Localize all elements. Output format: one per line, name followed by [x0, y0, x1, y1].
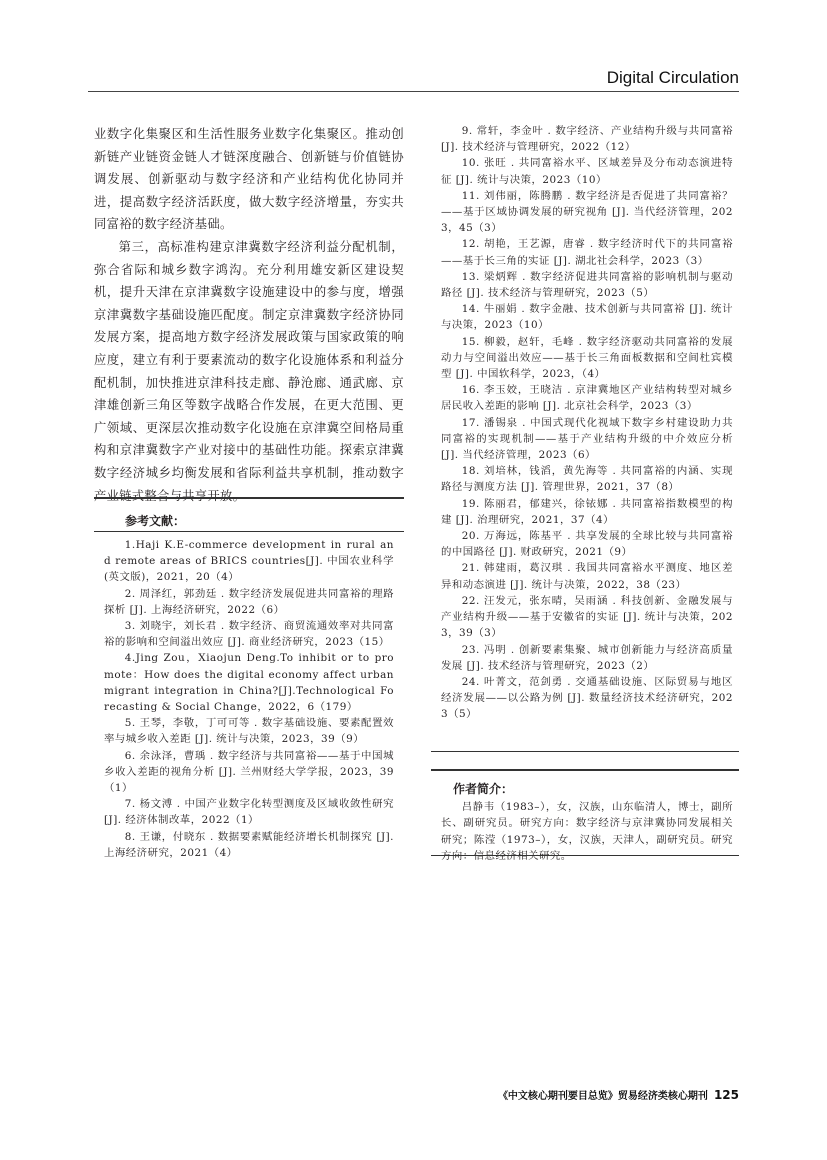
body-text-left — [94, 123, 404, 507]
reference-item: 11. 刘伟丽，陈腾鹏 . 数字经济是否促进了共同富裕？——基于区域协调发展的研究视角 [J]. 当代经济管理，2023，45（3） — [441, 189, 733, 235]
journal-section-title: Digital Circulation — [606, 68, 739, 87]
references-list-left — [104, 537, 394, 861]
reference-item: 17. 潘锡泉 . 中国式现代化视域下数字乡村建设助力共同富裕的实现机制——基于产业结构升级的中介效应分析 [J]. 当代经济管理，2023（6） — [441, 416, 733, 462]
reference-item: 14. 牛丽娟 . 数字金融、技术创新与共同富裕 [J]. 统计与决策，2023（10） — [441, 303, 733, 332]
reference-item: 18. 刘培林，钱滔，黄先海等 . 共同富裕的内涵、实现路径与测度方法 [J]. 管理世界，2021，37（8） — [441, 465, 733, 494]
reference-item: 10. 张旺 . 共同富裕水平、区域差异及分布动态演进特征 [J]. 统计与决策，2023（10） — [441, 157, 733, 186]
reference-item: 4.Jing Zou，Xiaojun Deng.To inhibit or to promote：How does the digital economy affect urban migrant integration in China?[J].Technological Forecasting & Social Change，2022，6（179） — [104, 652, 394, 714]
body-paragraph-1: 业数字化集聚区和生活性服务业数字化集聚区。推动创新链产业链资金链人才链深度融合、创新链与价值链协调发展、创新驱动与数字经济和产业结构优化协同并进，提高数字经济活跃度，做大数字经济增量，夯实共同富裕的数字经济基础。 — [94, 127, 404, 232]
references-list-right — [441, 123, 733, 723]
author-top-rule-thick — [431, 769, 739, 771]
reference-item: 9. 常轩，李金叶 . 数字经济、产业结构升级与共同富裕 [J]. 技术经济与管理研究，2022（12） — [441, 125, 733, 154]
references-title: 参考文献： — [125, 514, 186, 528]
reference-item: 16. 李玉姣，王晓洁 . 京津冀地区产业结构转型对城乡居民收入差距的影响 [J]. 北京社会科学，2023（3） — [441, 384, 733, 413]
reference-item: 12. 胡艳，王艺源，唐睿 . 数字经济时代下的共同富裕——基于长三角的实证 [J]. 湖北社会科学，2023（3） — [441, 238, 733, 267]
author-top-rule — [431, 751, 739, 752]
reference-item: 3. 刘晓宇，刘长君 . 数字经济、商贸流通效率对共同富裕的影响和空间溢出效应 [J]. 商业经济研究，2023（15） — [104, 620, 394, 649]
reference-item: 21. 韩建雨，葛汉琪 . 我国共同富裕水平测度、地区差异和动态演进 [J]. 统计与决策，2022，38（23） — [441, 562, 733, 591]
reference-item: 5. 王琴，李敬，丁可可等 . 数字基础设施、要素配置效率与城乡收入差距 [J]. 统计与决策，2023，39（9） — [104, 717, 394, 746]
reference-item: 7. 杨文溥 . 中国产业数字化转型测度及区域收敛性研究 [J]. 经济体制改革，2022（1） — [104, 798, 394, 827]
page-footer — [498, 1087, 739, 1102]
reference-item: 2. 周泽红，郭劲廷 . 数字经济发展促进共同富裕的理路探析 [J]. 上海经济研究，2022（6） — [104, 587, 394, 616]
reference-item: 24. 叶菁文，范剑勇 . 交通基础设施、区际贸易与地区经济发展——以公路为例 [J]. 数量经济技术经济研究，2023（5） — [441, 675, 733, 721]
reference-item: 19. 陈丽君，郁建兴，徐铱娜 . 共同富裕指数模型的构建 [J]. 治理研究，2021，37（4） — [441, 497, 733, 526]
reference-item: 13. 梁炳辉 . 数字经济促进共同富裕的影响机制与驱动路径 [J]. 技术经济与管理研究，2023（5） — [441, 270, 733, 300]
reference-item: 20. 万海远，陈基平 . 共享发展的全球比较与共同富裕的中国路径 [J]. 财政研究，2021（9） — [441, 530, 733, 559]
author-bottom-rule — [431, 855, 739, 856]
header-divider — [88, 91, 739, 92]
reference-item: 22. 汪发元，张东晴，吴雨涵 . 科技创新、金融发展与产业结构升级——基于安徽省的实证 [J]. 统计与决策，2023，39（3） — [441, 594, 733, 640]
reference-item: 8. 王谦，付晓东 . 数据要素赋能经济增长机制探究 [J]. 上海经济研究，2021（4） — [104, 830, 394, 859]
author-title: 作者简介： — [453, 782, 514, 796]
reference-item: 6. 余泳泽，曹瑀 . 数字经济与共同富裕——基于中国城乡收入差距的视角分析 [J]. 兰州财经大学学报，2023，39（1） — [104, 749, 394, 795]
references-title-rule — [94, 531, 404, 532]
footer-journal: 《中文核心期刊要目总览》贸易经济类核心期刊 — [497, 1091, 708, 1102]
author-bio-text: 吕静韦（1983–），女，汉族，山东临清人，博士，副所长、副研究员。研究方向：数字经济与京津冀协同发展相关研究；陈滢（1973–），女，汉族，天津人，副研究员。研究方向：信息经济相关研究。 — [441, 801, 733, 863]
reference-item: 1.Haji K.E-commerce development in rural and remote areas of BRICS countries[J]. 中国农业科学(英文版)，2021，20（4） — [104, 539, 394, 584]
body-paragraph-2: 第三，高标准构建京津冀数字经济利益分配机制，弥合省际和城乡数字鸿沟。充分利用雄安新区建设契机，提升天津在京津冀数字设施建设中的参与度，增强京津冀数字基础设施匹配度。制定京津冀数字经济协同发展方案，提高地方数字经济发展政策与国家政策的响应度，建立有利于要素流动的数字化设施体系和利益分配机制，加快推进京津科技走廊、静沧廊、通武廊、京津雄创新三角区等数字战略合作发展，在更大范围、更广领域、更深层次推动数字化设施在京津冀空间格局重构和京津冀数字产业对接中的基础性功能。探索京津冀数字经济城乡均衡发展和省际利益共享机制，推动数字产业链式整合与共享开放。 — [94, 239, 404, 503]
references-top-rule — [94, 497, 404, 499]
reference-item: 23. 冯明 . 创新要素集聚、城市创新能力与经济高质量发展 [J]. 技术经济与管理研究，2023（2） — [441, 643, 733, 672]
reference-item: 15. 柳毅，赵轩，毛峰 . 数字经济驱动共同富裕的发展动力与空间溢出效应——基于长三角面板数据和空间杜宾模型 [J]. 中国软科学，2023，（4） — [441, 335, 733, 381]
page-number: 125 — [713, 1088, 739, 1102]
